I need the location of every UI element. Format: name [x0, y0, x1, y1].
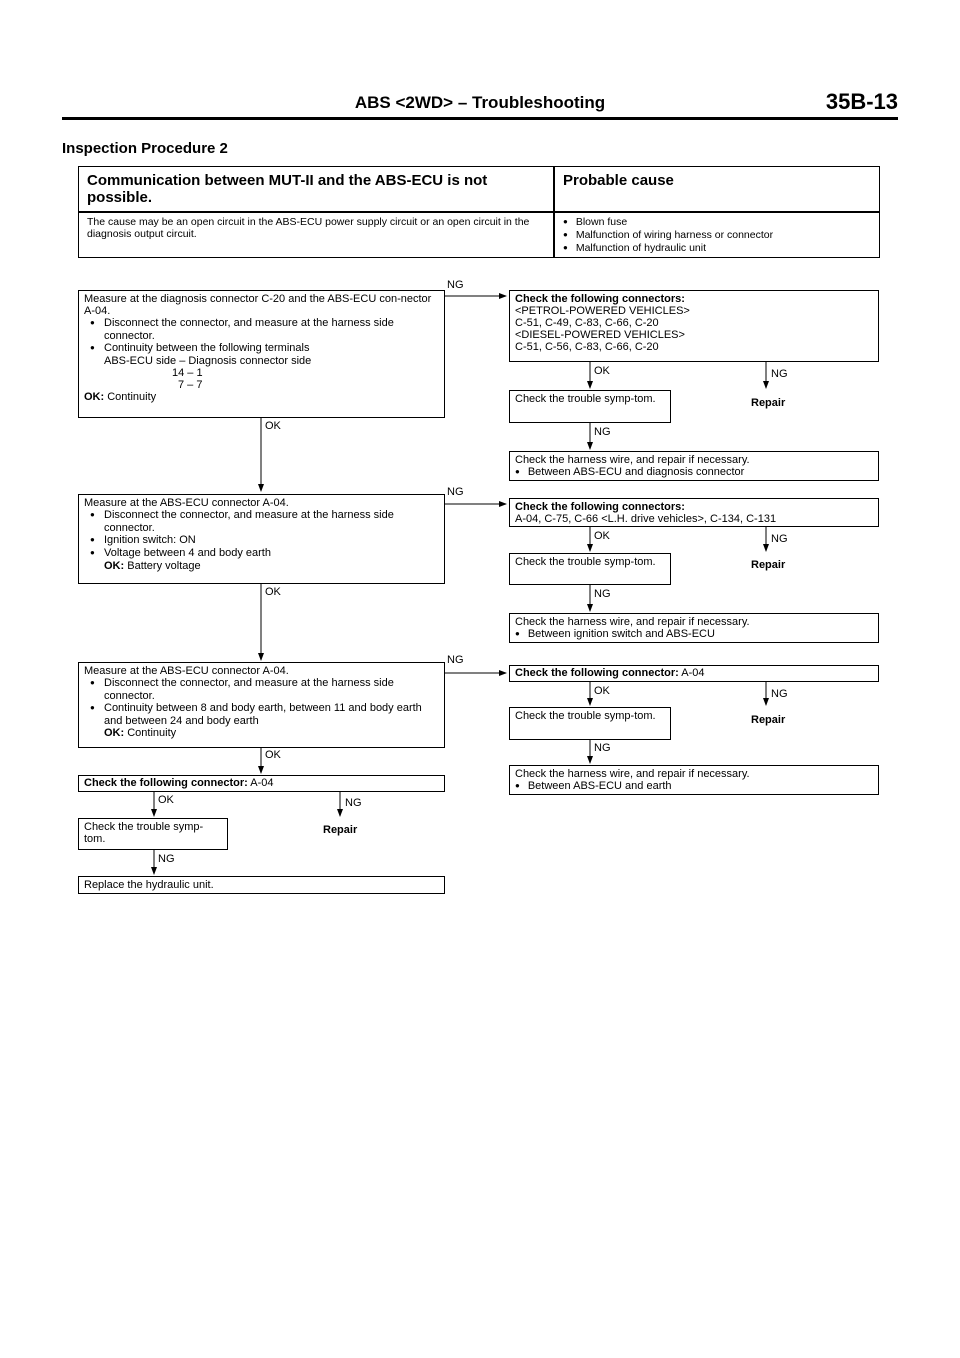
connector-list: C-51, C-56, C-83, C-66, C-20	[515, 341, 659, 353]
ng-label: NG	[594, 588, 611, 600]
step1-bullet: ● Disconnect the connector, and measure at the harness side connector.	[84, 317, 439, 342]
harness-instruction: Check the harness wire, and repair if necessary.	[515, 768, 750, 780]
ok-label: OK	[158, 794, 174, 806]
connector-id: A-04	[250, 777, 274, 789]
harness-instruction: Check the harness wire, and repair if necessary.	[515, 616, 750, 628]
ng-label: NG	[771, 533, 788, 545]
problem-heading: Communication between MUT-II and the ABS-ECU is not possible.	[87, 172, 488, 206]
step2-bullet: ● Ignition switch: ON	[84, 534, 439, 547]
harness-instruction: Check the harness wire, and repair if necessary.	[515, 454, 750, 466]
vehicle-type: <DIESEL-POWERED VEHICLES>	[515, 329, 685, 341]
ok-criteria-label: OK:	[104, 727, 125, 739]
ok-label: OK	[594, 530, 610, 542]
step4-symptom-box: Check the trouble symp-tom.	[78, 818, 228, 850]
step1-measure-box	[78, 290, 445, 418]
repair-label: Repair	[751, 397, 786, 409]
connector-id: A-04	[681, 667, 705, 679]
ok-label: OK	[594, 685, 610, 697]
ok-label: OK	[265, 420, 281, 432]
repair-label: Repair	[751, 714, 786, 726]
ok-criteria-label: OK:	[84, 391, 105, 403]
vehicle-type: <PETROL-POWERED VEHICLES>	[515, 305, 690, 317]
ng-label: NG	[594, 426, 611, 438]
ng-label: NG	[345, 797, 362, 809]
step3-ng-connector-box	[509, 665, 879, 682]
step2-measure-box	[78, 494, 445, 584]
step1-terminal-pair: 14 – 1	[172, 367, 203, 379]
ng-label: NG	[594, 742, 611, 754]
step1-terminal-header: ABS-ECU side – Diagnosis connector side	[104, 355, 312, 367]
ok-label: OK	[265, 586, 281, 598]
cause-item: ● Malfunction of wiring harness or connector	[563, 229, 873, 242]
ng-label: NG	[447, 279, 464, 291]
step3-harness-box	[509, 765, 879, 795]
check-connectors-heading: Check the following connectors:	[515, 501, 685, 513]
page-number: 35B-13	[825, 89, 898, 114]
ng-label: NG	[447, 486, 464, 498]
repair-label: Repair	[751, 559, 786, 571]
step1-terminal-pair: 7 – 7	[178, 379, 203, 391]
ng-label: NG	[771, 368, 788, 380]
connector-list: C-51, C-49, C-83, C-66, C-20	[515, 317, 659, 329]
step2-symptom-box: Check the trouble symp-tom.	[509, 553, 671, 585]
procedure-title: Inspection Procedure 2	[62, 140, 228, 157]
cause-item: ● Malfunction of hydraulic unit	[563, 242, 873, 255]
step1-harness-box	[509, 451, 879, 481]
step3-bullet: ● Continuity between 8 and body earth, between 11 and body earth and between 24 and body earth	[84, 702, 439, 727]
replace-hydraulic-unit-box: Replace the hydraulic unit.	[78, 876, 445, 894]
ng-label: NG	[447, 654, 464, 666]
step1-bullet: ● Continuity between the following terminals	[84, 342, 439, 355]
harness-location: ● Between ABS-ECU and diagnosis connector	[515, 466, 744, 478]
ok-label: OK	[265, 749, 281, 761]
ok-criteria-value: Battery voltage	[127, 560, 201, 572]
ok-criteria-value: Continuity	[107, 391, 157, 403]
check-connector-heading: Check the following connector:	[84, 777, 248, 789]
probable-cause-heading: Probable cause	[563, 172, 674, 189]
cause-item: ● Blown fuse	[563, 216, 873, 229]
connector-list: A-04, C-75, C-66 <L.H. drive vehicles>, C-134, C-131	[515, 513, 777, 525]
ok-criteria-label: OK:	[104, 560, 125, 572]
ok-criteria-value: Continuity	[127, 727, 177, 739]
step2-ng-connector-box	[509, 498, 879, 527]
step1-symptom-box: Check the trouble symp-tom.	[509, 390, 671, 423]
step2-instruction: Measure at the ABS-ECU connector A-04.	[84, 497, 289, 509]
check-connector-heading: Check the following connector:	[515, 667, 679, 679]
step1-instruction: Measure at the diagnosis connector C-20 and the ABS-ECU con-nector A-04.	[84, 293, 432, 317]
step2-harness-box	[509, 613, 879, 643]
step4-connector-box	[78, 775, 445, 792]
step3-symptom-box: Check the trouble symp-tom.	[509, 707, 671, 740]
problem-description: The cause may be an open circuit in the ABS-ECU power supply circuit or an open circuit in the diagnosis output circuit.	[87, 216, 530, 240]
check-connectors-heading: Check the following connectors:	[515, 293, 685, 305]
step2-bullet: ● Disconnect the connector, and measure at the harness side connector.	[84, 509, 439, 534]
harness-location: ● Between ABS-ECU and earth	[515, 780, 672, 792]
ng-label: NG	[158, 853, 175, 865]
step2-bullet: ● Voltage between 4 and body earth	[84, 547, 439, 560]
step3-measure-box	[78, 662, 445, 748]
ng-label: NG	[771, 688, 788, 700]
repair-label: Repair	[323, 824, 358, 836]
step3-instruction: Measure at the ABS-ECU connector A-04.	[84, 665, 289, 677]
step1-ng-connector-box	[509, 290, 879, 362]
harness-location: ● Between ignition switch and ABS-ECU	[515, 628, 715, 640]
page-title: ABS <2WD> – Troubleshooting	[354, 93, 606, 112]
step3-bullet: ● Disconnect the connector, and measure at the harness side connector.	[84, 677, 439, 702]
ok-label: OK	[594, 365, 610, 377]
